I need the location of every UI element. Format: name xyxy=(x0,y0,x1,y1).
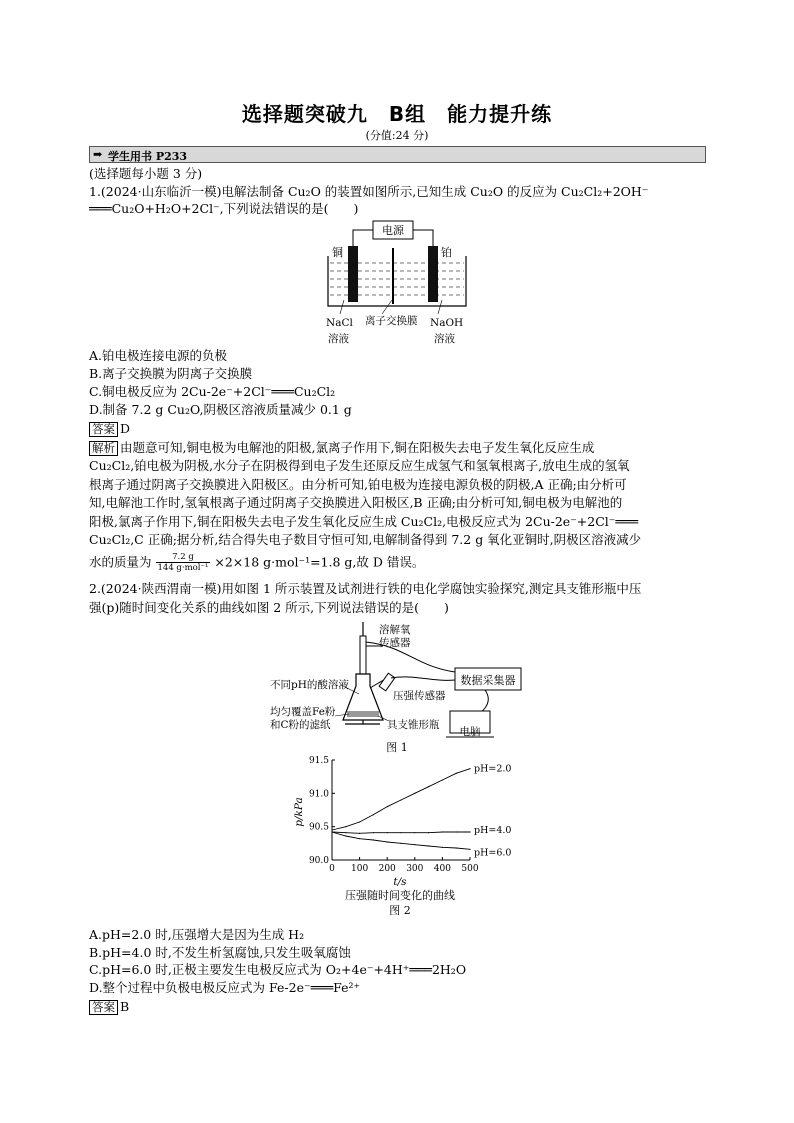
arrow-right-icon: ➡ xyxy=(93,148,103,161)
fraction-numerator: 7.2 g xyxy=(156,552,211,563)
q1-answer: D xyxy=(120,421,131,436)
analysis-pre: 水的质量为 xyxy=(89,554,152,570)
x-tick-label: 0 xyxy=(329,864,335,874)
q1-option-b: B.离子交换膜为阴离子交换膜 xyxy=(89,366,253,381)
data-point xyxy=(373,839,374,840)
data-point xyxy=(469,849,470,850)
y-tick-label: 90.0 xyxy=(308,856,329,866)
q2-stem-line1: 2.(2024·陕西渭南一模)用如图 1 所示装置及试剂进行铁的电化学腐蚀实验探究,测定具支锥形瓶中压 xyxy=(89,581,642,596)
analysis-line: 阳极,氯离子作用下,铜在阳极失去电子发生氧化反应生成 Cu₂Cl₂,电极反应式为 2Cu-2e⁻+2Cl⁻═══ xyxy=(89,514,638,529)
nacl-solution-label: 溶液 xyxy=(328,333,349,345)
data-point xyxy=(359,838,360,839)
page-title: 选择题突破九 B组 能力提升练 xyxy=(241,102,553,126)
copper-label: 铜 xyxy=(332,246,343,259)
analysis-line: 由题意可知,铜电极为电解池的阳极,氯离子作用下,铜在阳极失去电子发生氧化反应生成 xyxy=(120,440,595,455)
data-point xyxy=(331,829,332,830)
experiment-apparatus-figure xyxy=(265,616,530,756)
data-point xyxy=(442,831,443,832)
data-point xyxy=(469,768,470,769)
data-point xyxy=(387,841,388,842)
section-bar xyxy=(89,146,706,163)
data-point xyxy=(442,779,443,780)
data-point xyxy=(469,831,470,832)
nacl-label: NaCl xyxy=(326,317,353,329)
q1-stem-line2: ═══Cu₂O+H₂O+2Cl⁻,下列说法错误的是( ) xyxy=(89,201,359,216)
do-sensor-label-2: 传感器 xyxy=(379,637,411,649)
q1-option-c: C.铜电极反应为 2Cu-2e⁻+2Cl⁻═══Cu₂Cl₂ xyxy=(89,384,336,399)
score-note: (分值:24 分) xyxy=(365,129,429,142)
naoh-solution-label: 溶液 xyxy=(434,333,455,345)
y-tick-label: 91.5 xyxy=(308,756,329,766)
y-tick-label: 91.0 xyxy=(308,789,329,800)
electrolysis-figure xyxy=(320,218,480,348)
series-label: pH=2.0 xyxy=(474,763,512,775)
data-point xyxy=(442,847,443,848)
data-point xyxy=(428,786,429,787)
book-reference: 学生用书 P233 xyxy=(108,150,188,163)
question-note: (选择题每小题 3 分) xyxy=(89,166,203,181)
collector-label: 数据采集器 xyxy=(460,674,516,687)
q1-option-a: A.铂电极连接电源的负极 xyxy=(89,348,228,363)
data-point xyxy=(345,832,346,833)
fraction-denominator: 144 g·mol⁻¹ xyxy=(157,563,209,573)
q1-answer-row xyxy=(89,421,130,437)
series-label: pH=6.0 xyxy=(474,847,512,859)
data-point xyxy=(373,832,374,833)
data-point xyxy=(428,832,429,833)
membrane-label: 离子交换膜 xyxy=(365,315,418,327)
data-point xyxy=(400,843,401,844)
data-point xyxy=(359,833,360,834)
x-axis-label: t/s xyxy=(393,876,407,888)
analysis-post: ×2×18 g·mol⁻¹=1.8 g,故 D 错误。 xyxy=(214,554,425,570)
q2-answer: B xyxy=(120,999,130,1014)
data-point xyxy=(400,799,401,800)
analysis-line: Cu₂Cl₂,铂电极为阴极,水分子在阴极得到电子发生还原反应生成氢气和氢氧根离子,放电生成的氢氧 xyxy=(89,458,630,473)
q1-option-d: D.制备 7.2 g Cu₂O,阴极区溶液质量减少 0.1 g xyxy=(89,402,352,417)
analysis-line: 根离子通过阴离子交换膜进入阳极区。由分析可知,铂电极为连接电源负极的阴极,A 正确;由分析可 xyxy=(89,477,627,492)
x-tick-label: 200 xyxy=(378,864,396,874)
figure2-caption: 图 2 xyxy=(389,904,411,917)
data-point xyxy=(456,847,457,848)
data-point xyxy=(359,821,360,822)
y-tick-label: 90.5 xyxy=(308,822,329,833)
q2-stem-line2: 强(p)随时间变化关系的曲线如图 2 所示,下列说法错误的是( ) xyxy=(89,600,449,615)
data-point xyxy=(456,831,457,832)
analysis-line: 知,电解池工作时,氢氧根离子通过阴离子交换膜进入阳极区,B 正确;由分析可知,铜电极为电解池的 xyxy=(89,495,623,510)
q2-option-d: D.整个过程中负极电极反应式为 Fe-2e⁻═══Fe²⁺ xyxy=(89,980,361,995)
power-label: 电源 xyxy=(382,224,404,237)
data-point xyxy=(373,814,374,815)
q1-analysis-row xyxy=(89,440,594,456)
data-point xyxy=(331,831,332,832)
pressure-chart xyxy=(290,752,520,922)
data-point xyxy=(456,773,457,774)
analysis-tag: 解析 xyxy=(89,441,118,456)
q2-option-c: C.pH=6.0 时,正极主要发生电极反应式为 O₂+4e⁻+4H⁺═══2H₂O xyxy=(89,962,467,977)
x-tick-label: 300 xyxy=(406,864,424,874)
computer-label: 电脑 xyxy=(459,726,481,738)
flask-label: 具支锥形瓶 xyxy=(387,719,440,731)
analysis-line: Cu₂Cl₂,C 正确;据分析,结合得失电子数目守恒可知,电解制备得到 7.2 g 氧化亚铜时,阴极区溶液减少 xyxy=(89,532,642,547)
chart-caption: 压强随时间变化的曲线 xyxy=(345,889,455,902)
data-point xyxy=(428,845,429,846)
filter-label-2: 和C粉的滤纸 xyxy=(270,719,331,731)
mass-fraction xyxy=(156,552,211,573)
x-tick-label: 400 xyxy=(433,864,451,874)
pressure-sensor-label: 压强传感器 xyxy=(393,690,446,702)
platinum-label: 铂 xyxy=(441,246,452,259)
data-point xyxy=(345,835,346,836)
q2-option-a: A.pH=2.0 时,压强增大是因为生成 H₂ xyxy=(89,927,305,942)
q2-option-b: B.pH=4.0 时,不发生析氢腐蚀,只发生吸氧腐蚀 xyxy=(89,945,351,960)
answer-tag: 答案 xyxy=(89,422,118,437)
y-axis-label: p/kPa xyxy=(293,797,305,827)
figure1-caption: 图 1 xyxy=(386,741,408,754)
data-point xyxy=(414,832,415,833)
q2-answer-row xyxy=(89,999,129,1015)
do-sensor-label-1: 溶解氧 xyxy=(379,624,411,636)
data-point xyxy=(345,826,346,827)
data-point xyxy=(414,793,415,794)
answer-tag: 答案 xyxy=(89,1000,118,1015)
data-point xyxy=(414,844,415,845)
data-point xyxy=(387,832,388,833)
series-label: pH=4.0 xyxy=(474,825,512,836)
platinum-electrode xyxy=(428,246,438,302)
x-tick-label: 500 xyxy=(461,864,479,874)
q1-stem-line1: 1.(2024·山东临沂一模)电解法制备 Cu₂O 的装置如图所示,已知生成 Cu₂O 的反应为 Cu₂Cl₂+2OH⁻ xyxy=(89,184,649,199)
filter-label-1: 均匀覆盖Fe粉 xyxy=(270,706,336,718)
series-line xyxy=(332,832,470,849)
data-point xyxy=(400,832,401,833)
filter-paper xyxy=(347,711,379,717)
acid-label: 不同pH的酸溶液 xyxy=(270,679,349,691)
x-tick-label: 100 xyxy=(351,864,369,874)
data-point xyxy=(387,806,388,807)
naoh-label: NaOH xyxy=(430,317,464,329)
copper-electrode xyxy=(348,246,358,302)
series-line xyxy=(332,769,470,830)
analysis-last-line xyxy=(89,552,424,580)
